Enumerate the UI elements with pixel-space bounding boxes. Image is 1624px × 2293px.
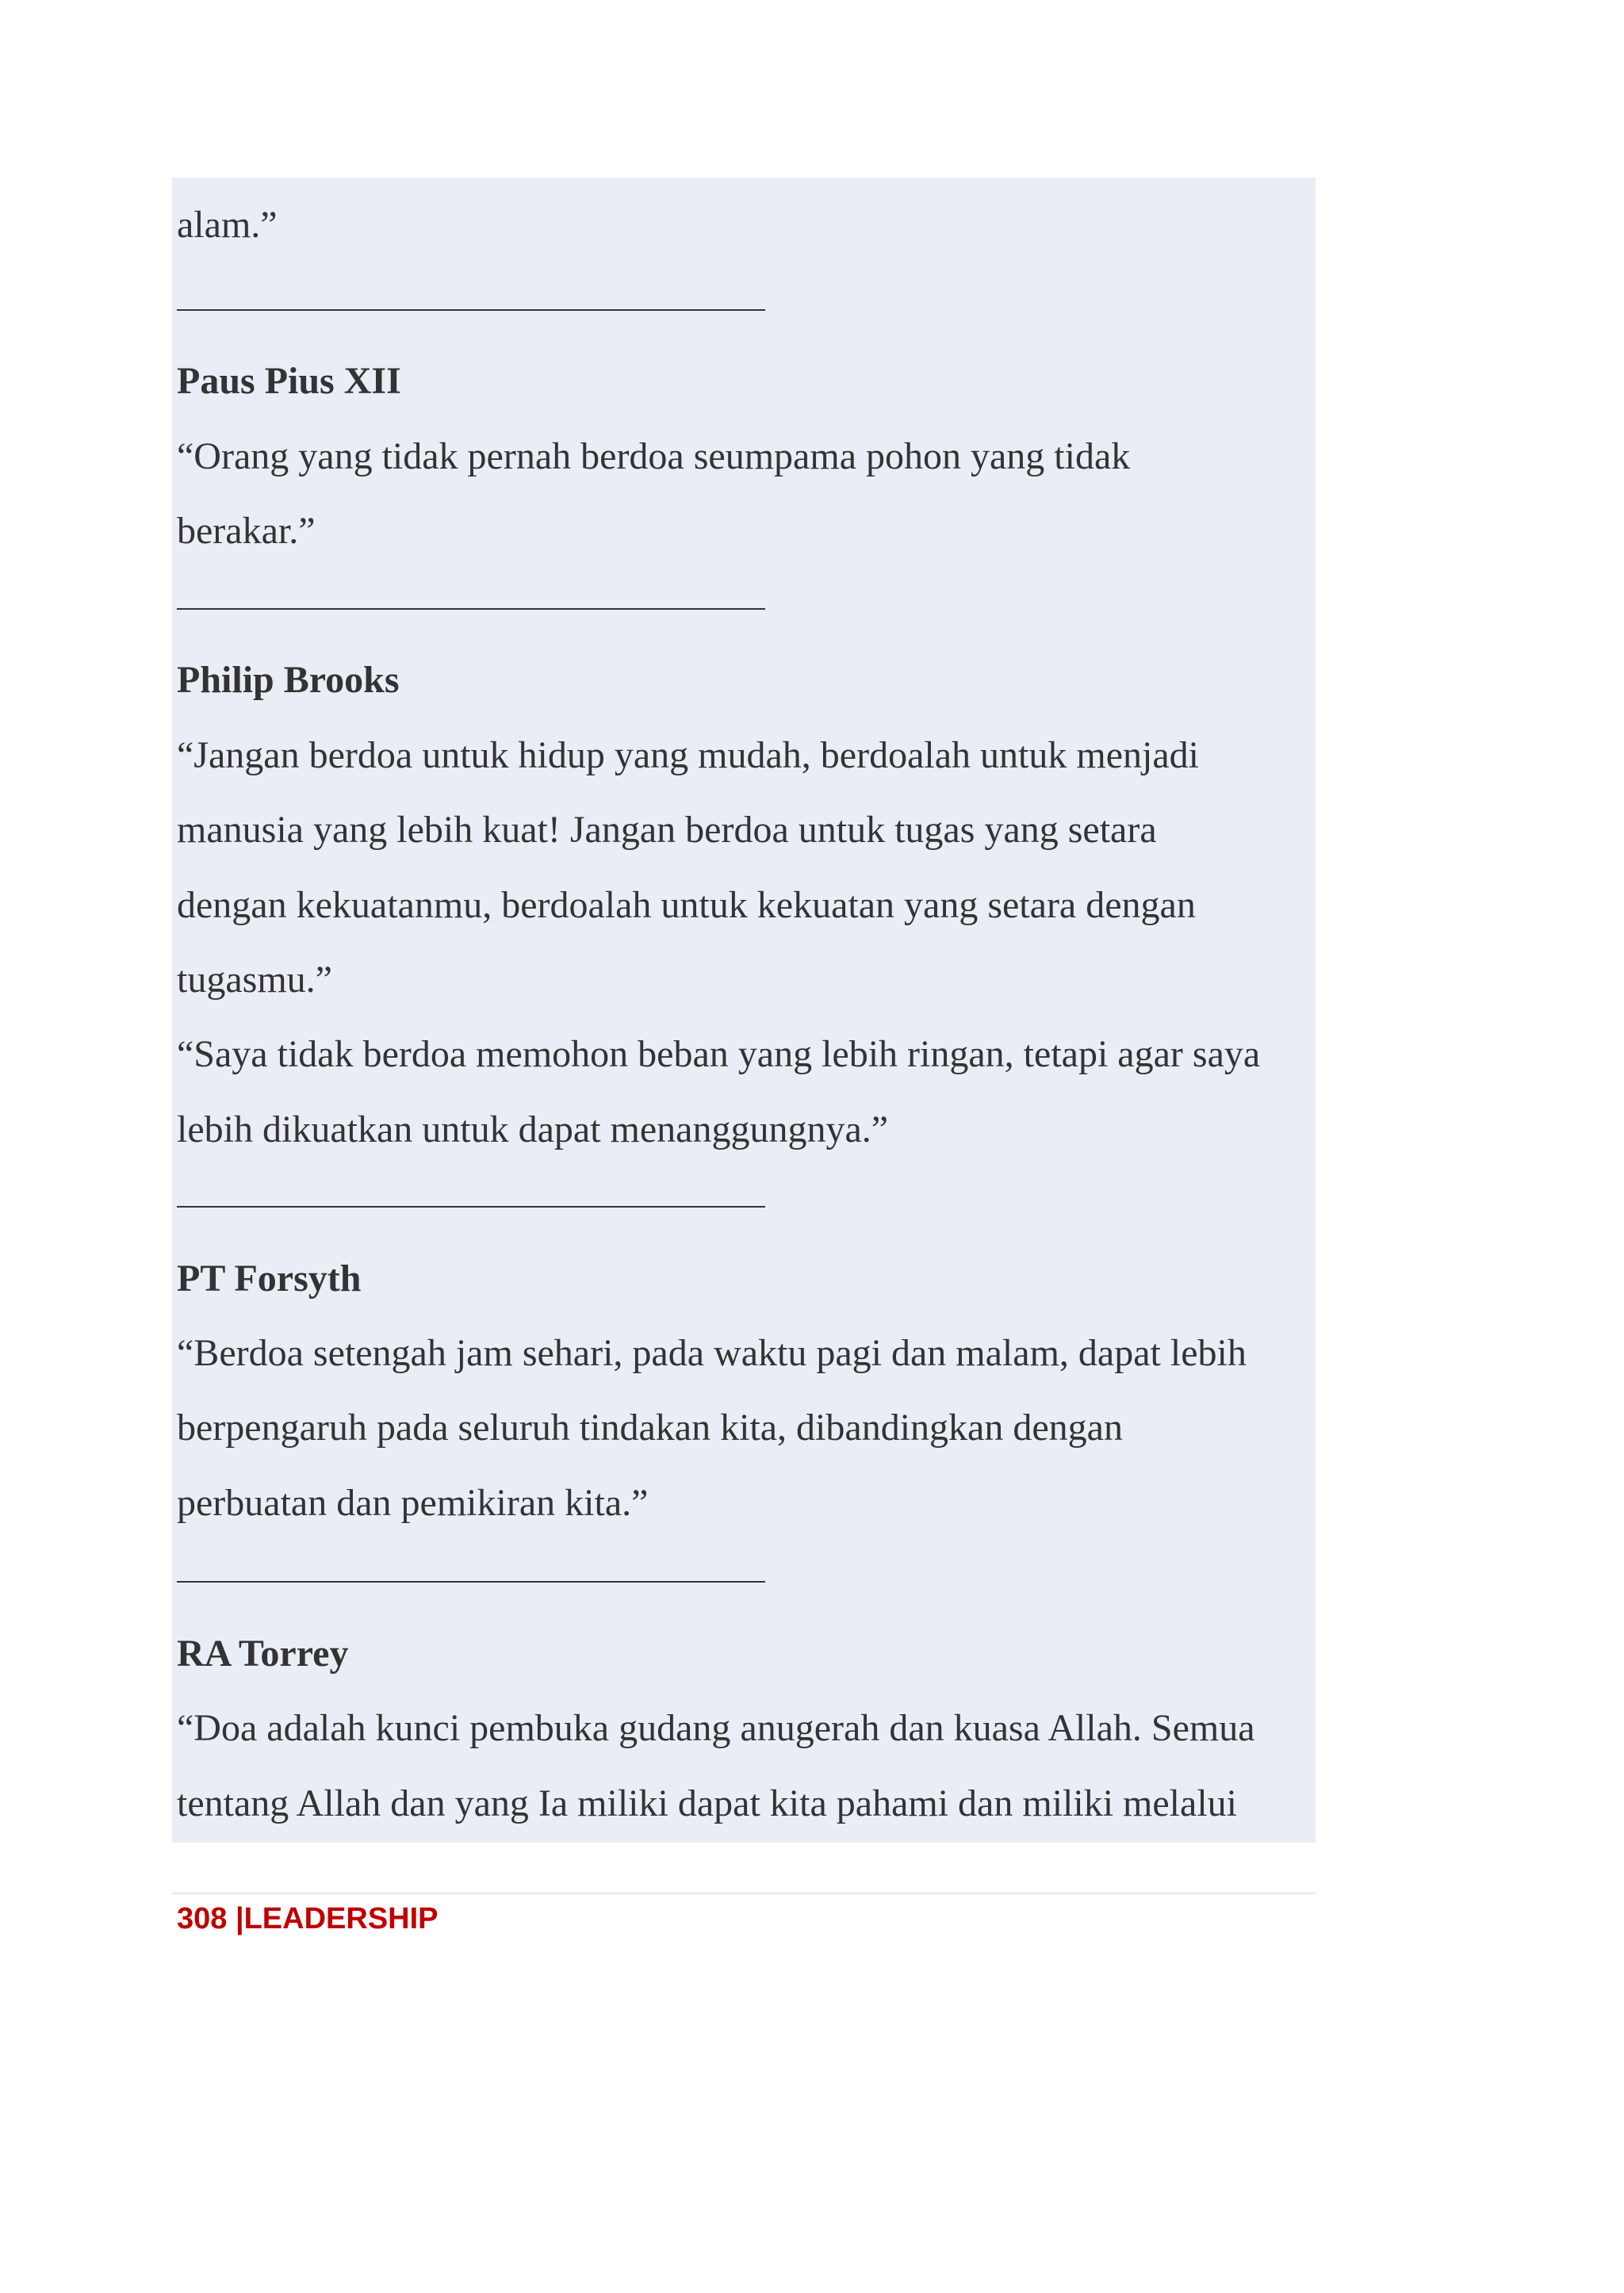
quote-line: “Doa adalah kunci pembuka gudang anugerah dan kuasa Allah. Semua bbox=[177, 1707, 1255, 1749]
quote-line: “Jangan berdoa untuk hidup yang mudah, berdoalah untuk menjadi bbox=[177, 734, 1199, 776]
quote-line: “Saya tidak berdoa memohon beban yang lebih ringan, tetapi agar saya bbox=[177, 1033, 1261, 1075]
author-name: Philip Brooks bbox=[177, 659, 400, 701]
quote-line: lebih dikuatkan untuk dapat menanggungnya.” bbox=[177, 1108, 889, 1150]
quote-content-box bbox=[172, 178, 1316, 1843]
quote-line: tentang Allah dan yang Ia miliki dapat kita pahami dan miliki melalui bbox=[177, 1782, 1237, 1824]
quote-line: “Orang yang tidak pernah berdoa seumpama pohon yang tidak bbox=[177, 435, 1131, 477]
footer-divider bbox=[172, 1893, 1316, 1894]
page-footer: 308 |LEADERSHIP bbox=[177, 1902, 439, 1935]
quote-line: manusia yang lebih kuat! Jangan berdoa untuk tugas yang setara bbox=[177, 809, 1157, 851]
author-name: PT Forsyth bbox=[177, 1258, 362, 1300]
quote-line: berakar.” bbox=[177, 510, 316, 552]
quote-line: “Berdoa setengah jam sehari, pada waktu pagi dan malam, dapat lebih bbox=[177, 1332, 1247, 1374]
quote-line: tugasmu.” bbox=[177, 959, 332, 1001]
quote-line: perbuatan dan pemikiran kita.” bbox=[177, 1482, 649, 1524]
separator-line bbox=[177, 309, 765, 311]
quote-line: berpengaruh pada seluruh tindakan kita, dibandingkan dengan bbox=[177, 1407, 1123, 1449]
quote-line: dengan kekuatanmu, berdoalah untuk kekuatan yang setara dengan bbox=[177, 884, 1196, 926]
separator-line bbox=[177, 1581, 765, 1583]
text-line: alam.” bbox=[177, 204, 278, 246]
separator-line bbox=[177, 1206, 765, 1208]
separator-line bbox=[177, 608, 765, 610]
author-name: Paus Pius XII bbox=[177, 360, 401, 402]
author-name: RA Torrey bbox=[177, 1633, 349, 1675]
